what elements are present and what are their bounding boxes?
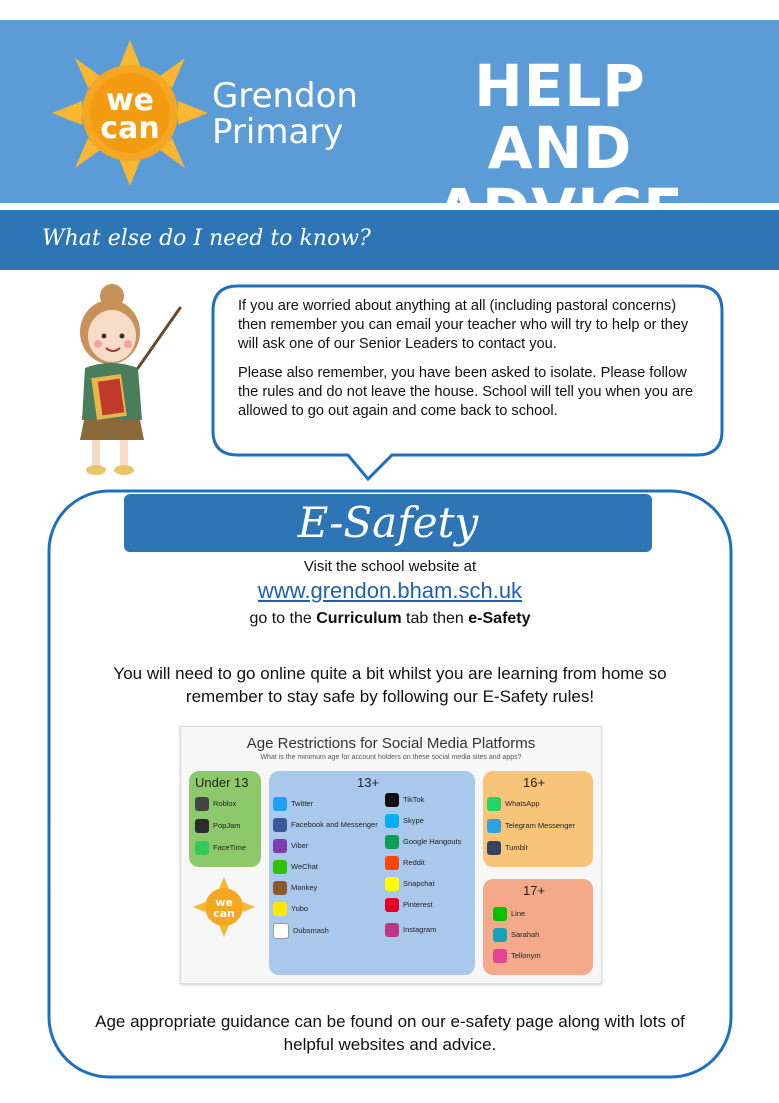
facetime-icon	[195, 841, 209, 855]
app-tellonym: Tellonym	[493, 949, 541, 963]
sarahah-icon	[493, 928, 507, 942]
reddit-icon	[385, 856, 399, 870]
app-line: Line	[493, 907, 525, 921]
online-safety-text: You will need to go online quite a bit whilst you are learning from home so remember to stay safe by following our E-Safety rules!	[113, 664, 667, 706]
app-telegram: Telegram Messenger	[487, 819, 575, 833]
bubble-paragraph-2: Please also remember, you have been asked to isolate. Please follow the rules and do not leave the house. School will tell you when you are allowed to go out again and come back to school.	[238, 365, 694, 419]
page-title-line1: HELP AND	[474, 52, 646, 182]
telegram-icon	[487, 819, 501, 833]
app-tiktok: TikTok	[385, 793, 424, 807]
app-skype: Skype	[385, 814, 424, 828]
app-snapchat: Snapchat	[385, 877, 435, 891]
we-can-sun-logo	[50, 38, 210, 188]
tumblr-icon	[487, 841, 501, 855]
svg-text:we: we	[215, 896, 233, 909]
instagram-icon	[385, 923, 399, 937]
age16-label: 16+	[523, 775, 546, 790]
app-yubo: Yubo	[273, 902, 308, 916]
app-sarahah: Sarahah	[493, 928, 539, 942]
app-dubsmash: Dubsmash	[273, 923, 329, 937]
age-restrictions-poster	[180, 726, 602, 984]
under13-panel	[189, 771, 261, 867]
monkey-icon	[273, 881, 287, 895]
app-whatsapp: WhatsApp	[487, 797, 540, 811]
skype-icon	[385, 814, 399, 828]
wechat-icon	[273, 860, 287, 874]
school-website-link[interactable]: www.grendon.bham.sch.uk	[257, 578, 523, 603]
subheading: What else do I need to know?	[42, 226, 371, 251]
app-reddit: Reddit	[385, 856, 425, 870]
esafety-title: E-Safety	[297, 498, 479, 547]
yubo-icon	[273, 902, 287, 916]
guidance-text: Age appropriate guidance can be found on our e-safety page along with lots of helpful websites and advice.	[95, 1012, 685, 1054]
hangouts-icon	[385, 835, 399, 849]
curriculum-instructions	[60, 610, 720, 628]
roblox-icon	[195, 797, 209, 811]
goto-mid: tab then	[401, 610, 469, 627]
app-facebook: Facebook and Messenger	[273, 818, 378, 832]
svg-text:can: can	[213, 907, 235, 920]
app-google-hangouts: Google Hangouts	[385, 835, 461, 849]
line-icon	[493, 907, 507, 921]
app-wechat: WeChat	[273, 860, 318, 874]
goto-prefix: go to the	[249, 610, 317, 627]
visit-text: Visit the school website at	[303, 558, 477, 575]
pinterest-icon	[385, 898, 399, 912]
app-twitter: Twitter	[273, 797, 313, 811]
tellonym-icon	[493, 949, 507, 963]
svg-text:can: can	[100, 111, 160, 146]
app-tumblr: Tumblr	[487, 841, 528, 855]
age16-panel	[483, 771, 593, 867]
poster-title: Age Restrictions for Social Media Platforms	[246, 735, 536, 752]
poster-we-can-logo	[193, 877, 255, 937]
bubble-paragraph-1: If you are worried about anything at all (including pastoral concerns) then remember you can email your teacher who will try to help or they will ask one of our Senior Leaders to contact you.	[238, 298, 689, 352]
app-instagram: Instagram	[385, 923, 436, 937]
whatsapp-icon	[487, 797, 501, 811]
tiktok-icon	[385, 793, 399, 807]
school-name	[212, 78, 392, 150]
school-name-line2: Primary	[212, 112, 344, 152]
app-roblox: Roblox	[195, 797, 236, 811]
app-viber: Viber	[273, 839, 308, 853]
age13-panel	[269, 771, 475, 975]
app-facetime: FaceTime	[195, 841, 246, 855]
viber-icon	[273, 839, 287, 853]
bubble-text	[238, 297, 700, 431]
goto-curriculum: Curriculum	[316, 610, 402, 627]
svg-text:we: we	[105, 83, 155, 118]
goto-esafety: e-Safety	[468, 610, 531, 627]
age13-label: 13+	[357, 775, 380, 790]
age17-label: 17+	[523, 883, 546, 898]
poster-subtitle: What is the minimum age for account holders on these social media sites and apps?	[260, 754, 522, 761]
facebook-icon	[273, 818, 287, 832]
dubsmash-icon	[273, 923, 289, 939]
app-monkey: Monkey	[273, 881, 317, 895]
popjam-icon	[195, 819, 209, 833]
snapchat-icon	[385, 877, 399, 891]
school-name-line1: Grendon	[212, 76, 358, 116]
under13-label: Under 13	[195, 775, 249, 790]
teacher-illustration	[60, 280, 200, 480]
twitter-icon	[273, 797, 287, 811]
app-popjam: PopJam	[195, 819, 241, 833]
age17-panel	[483, 879, 593, 975]
app-pinterest: Pinterest	[385, 898, 433, 912]
